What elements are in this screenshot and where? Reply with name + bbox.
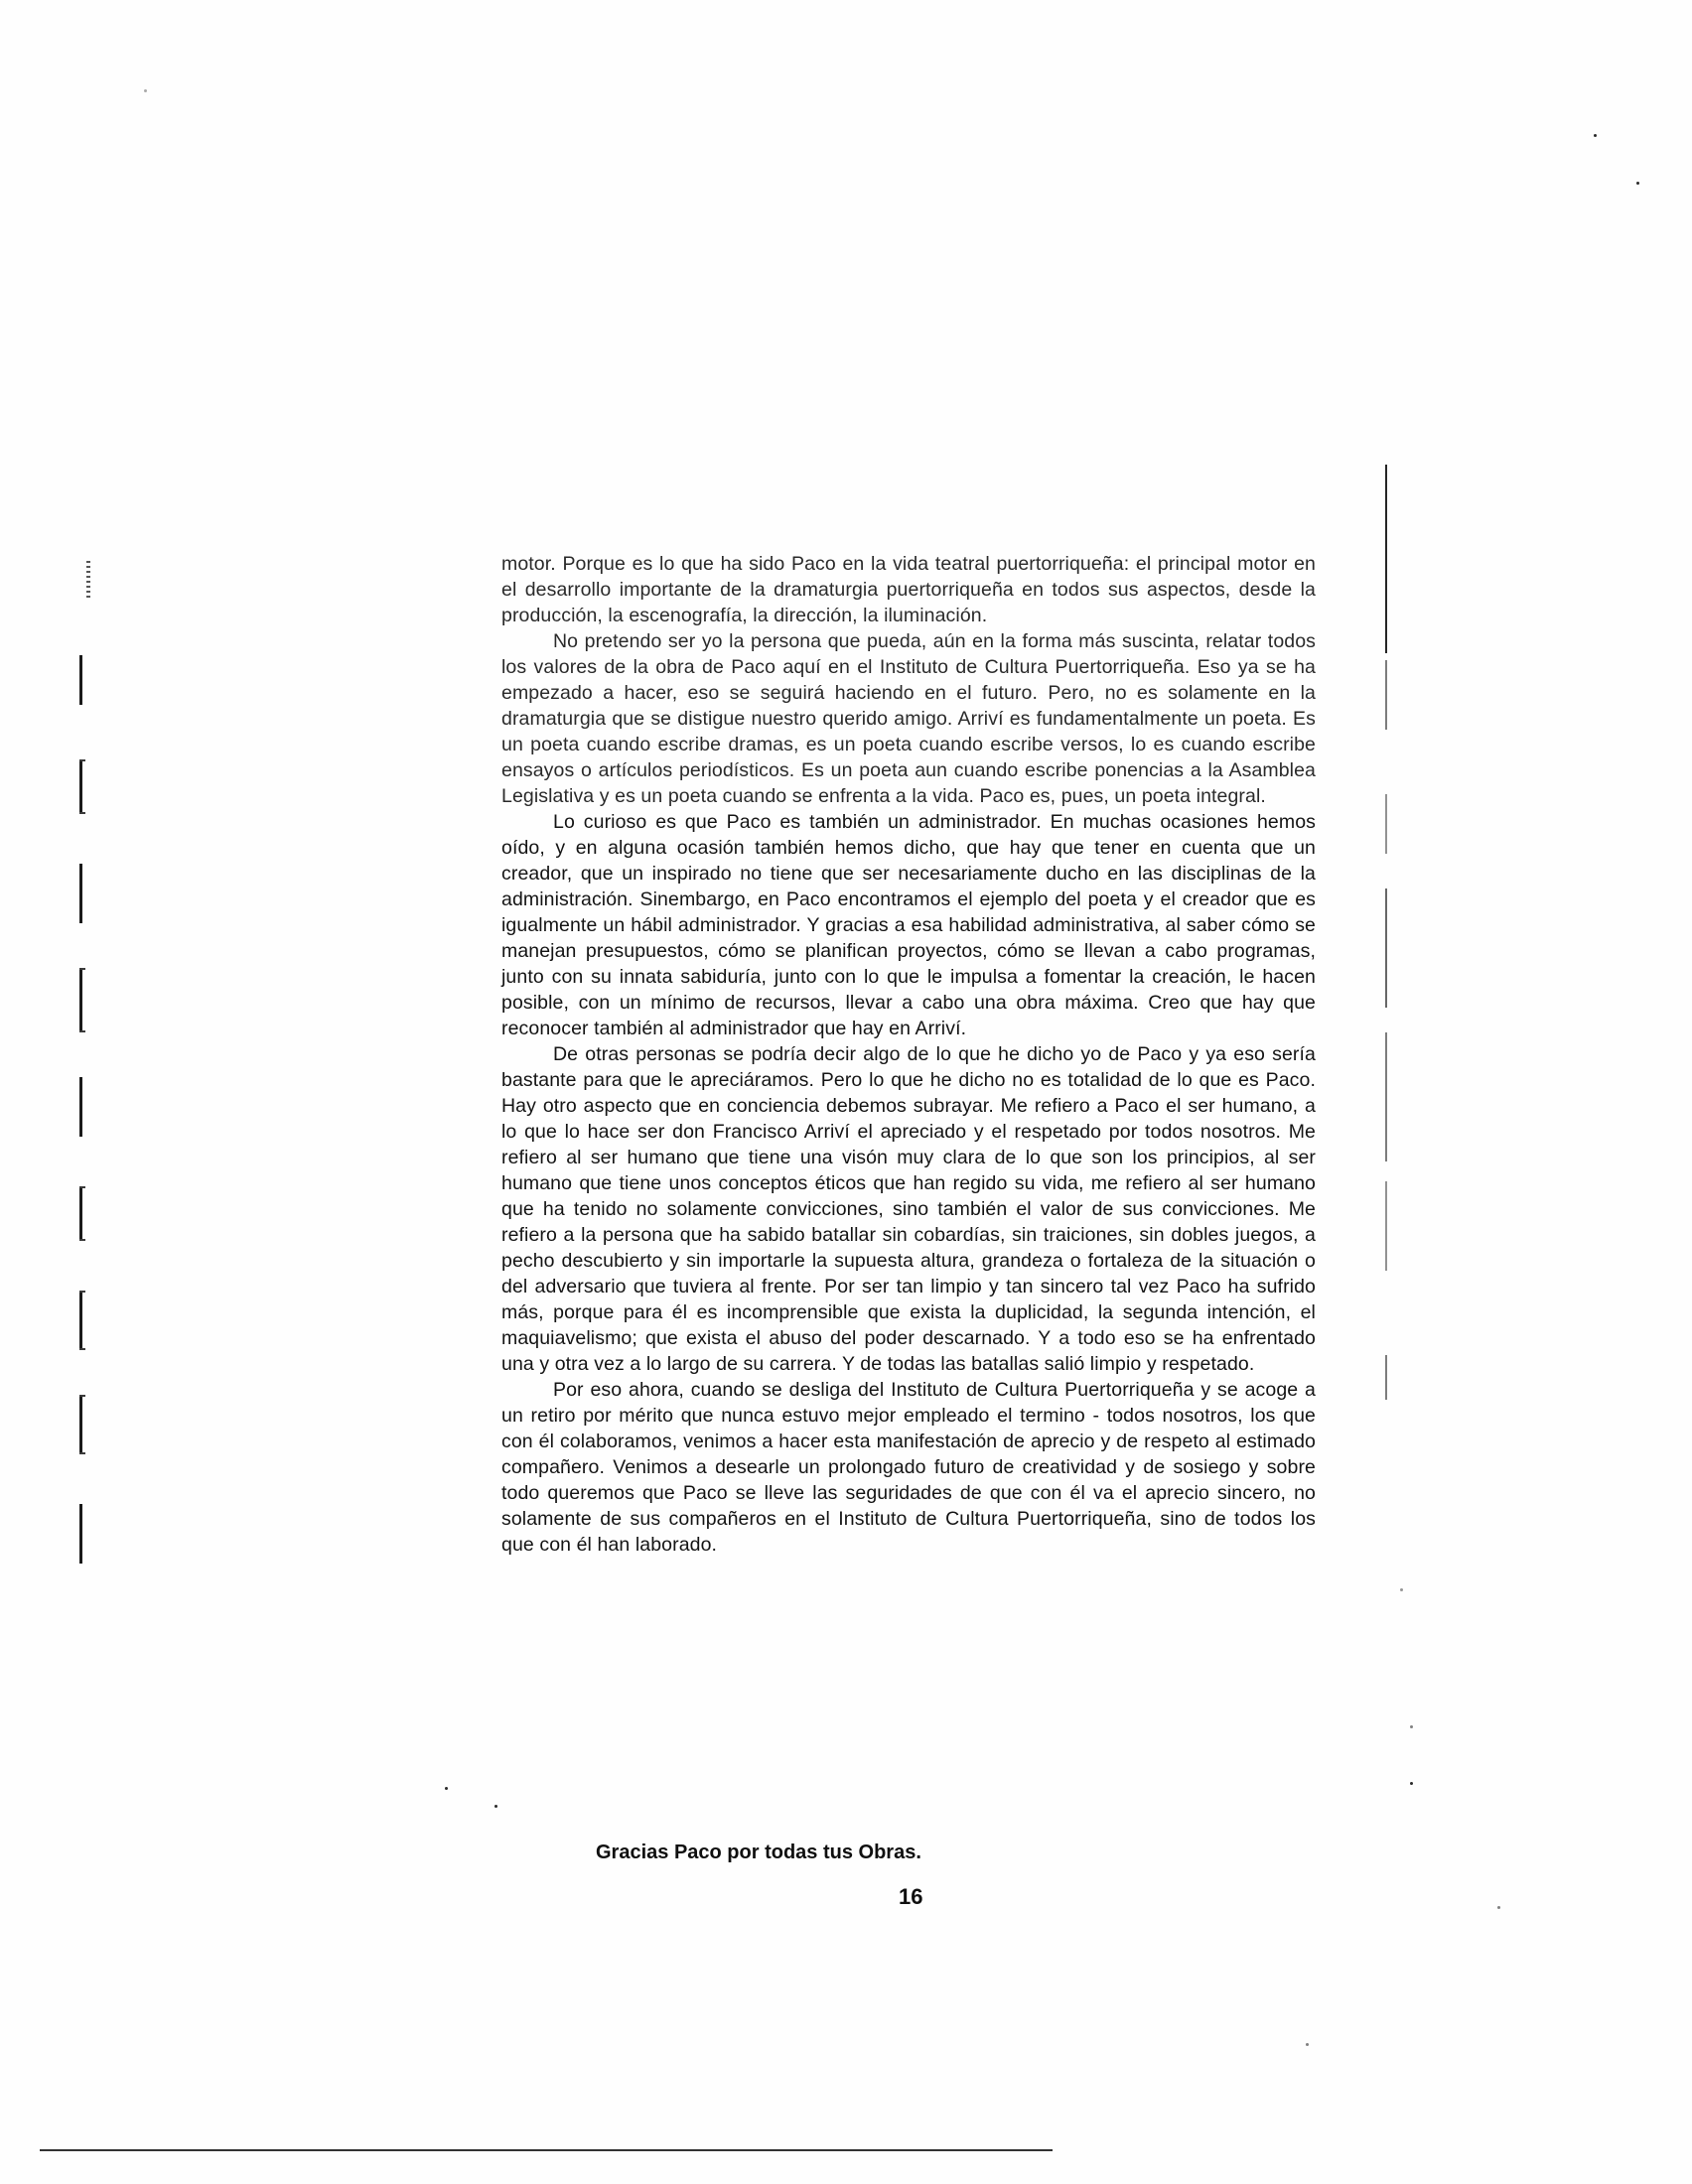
margin-bracket (79, 1077, 82, 1137)
margin-bracket (79, 1291, 82, 1350)
right-margin-rule (1385, 1032, 1387, 1161)
margin-bracket (79, 655, 82, 705)
right-margin-rule (1385, 888, 1387, 1008)
scan-speck (1594, 134, 1597, 137)
scan-speck (1497, 1906, 1500, 1909)
closing-line: Gracias Paco por todas tus Obras. (596, 1842, 921, 1863)
margin-bracket (79, 759, 82, 814)
paragraph: No pretendo ser yo la persona que pueda, aún en la forma más suscinta, relatar todos los valores de la obra de Paco aquí en el Instituto de Cultura Puertorriqueña. Eso ya se ha empezado a hacer, eso se seguirá haciendo en el futuro. Pero, no es solamente en la dramaturgia que se distigue nuestro querido amigo. Arriví es fundamentalmente un poeta. Es un poeta cuando escribe dramas, es un poeta cuando escribe versos, lo es cuando escribe ensayos o artículos periodísticos. Es un poeta aun cuando escribe ponencias a la Asamblea Legislativa y es un poeta cuando se enfrenta a la vida. Paco es, pues, un poeta integral. (501, 630, 1316, 807)
margin-scan-mark (86, 561, 90, 599)
paragraph: Por eso ahora, cuando se desliga del Instituto de Cultura Puertorriqueña y se acoge a un retiro por mérito que nunca estuvo mejor empleado el termino - todos nosotros, los que con él colaboramos, venimos a hacer esta manifestación de aprecio y de respeto al estimado compañero. Venimos a desearle un prolongado futuro de creatividad y de sosiego y sobre todo queremos que Paco se lleve las seguridades de que con él va el aprecio sincero, no solamente de sus compañeros en el Instituto de Cultura Puertorriqueña, sino de todos los que con él han laborado. (501, 1379, 1316, 1556)
margin-bracket (79, 864, 82, 923)
scan-speck (1400, 1588, 1403, 1591)
page-number: 16 (899, 1884, 923, 1909)
scan-speck (1636, 182, 1639, 185)
scan-speck (144, 89, 147, 92)
right-margin-rule (1385, 660, 1387, 730)
right-margin-rule (1385, 1181, 1387, 1271)
margin-bracket (79, 1186, 82, 1241)
paragraph: motor. Porque es lo que ha sido Paco en la vida teatral puertorriqueña: el principal motor en el desarrollo importante de la dramaturgia puertorriqueña en todos sus aspectos, desde la producción, la escenografía, la dirección, la iluminación. (501, 553, 1316, 626)
paragraph: Lo curioso es que Paco es también un administrador. En muchas ocasiones hemos oído, y en alguna ocasión también hemos dicho, que hay que tener en cuenta que un creador, que un inspirado no tiene que ser necesariamente ducho en las disciplinas de la administración. Sinembargo, en Paco encontramos el ejemplo del poeta y el creador que es igualmente un hábil administrador. Y gracias a esa habilidad administrativa, al saber cómo se manejan presupuestos, cómo se planifican proyectos, cómo se llevan a cabo programas, junto con su innata sabiduría, junto con lo que le impulsa a fomentar la creación, le hacen posible, con un mínimo de recursos, llevar a cabo una obra máxima. Creo que hay que reconocer también al administrador que hay en Arriví. (501, 811, 1316, 1039)
bottom-scan-line (40, 2149, 1053, 2151)
scan-speck (1306, 2043, 1309, 2046)
margin-bracket (79, 1395, 82, 1454)
paragraph: De otras personas se podría decir algo de lo que he dicho yo de Paco y ya eso sería bastante para que le apreciáramos. Pero lo que he dicho no es totalidad de lo que es Paco. Hay otro aspecto que en conciencia debemos subrayar. Me refiero a Paco el ser humano, a lo que lo hace ser don Francisco Arriví el apreciado y el respetado por todos nosotros. Me refiero al ser humano que tiene una visón muy clara de lo que son los principios, al ser humano que tiene unos conceptos éticos que han regido su vida, me refiero al ser humano que ha tenido no solamente convicciones, sino también el valor de sus convicciones. Me refiero a la persona que ha sabido batallar sin cobardías, sin traiciones, sin dobles juegos, a pecho descubierto y sin importarle la supuesta altura, grandeza o fortaleza de la situación o del adversario que tuviera al frente. Por ser tan limpio y tan sincero tal vez Paco ha sufrido más, porque para él es incomprensible que exista la duplicidad, la segunda intención, el maquiavelismo; que exista el abuso del poder descarnado. Y a todo eso se ha enfrentado una y otra vez a lo largo de su carrera. Y de todas las batallas salió limpio y respetado. (501, 1043, 1316, 1375)
scan-speck (494, 1805, 497, 1808)
right-margin-rule (1385, 465, 1387, 653)
margin-bracket (79, 1504, 82, 1564)
scan-speck (1410, 1782, 1413, 1785)
margin-bracket (79, 968, 82, 1032)
right-margin-rule (1385, 1355, 1387, 1400)
scan-speck (445, 1787, 448, 1790)
document-body (501, 551, 1316, 1558)
right-margin-rule (1385, 794, 1387, 854)
scan-speck (1410, 1725, 1413, 1728)
